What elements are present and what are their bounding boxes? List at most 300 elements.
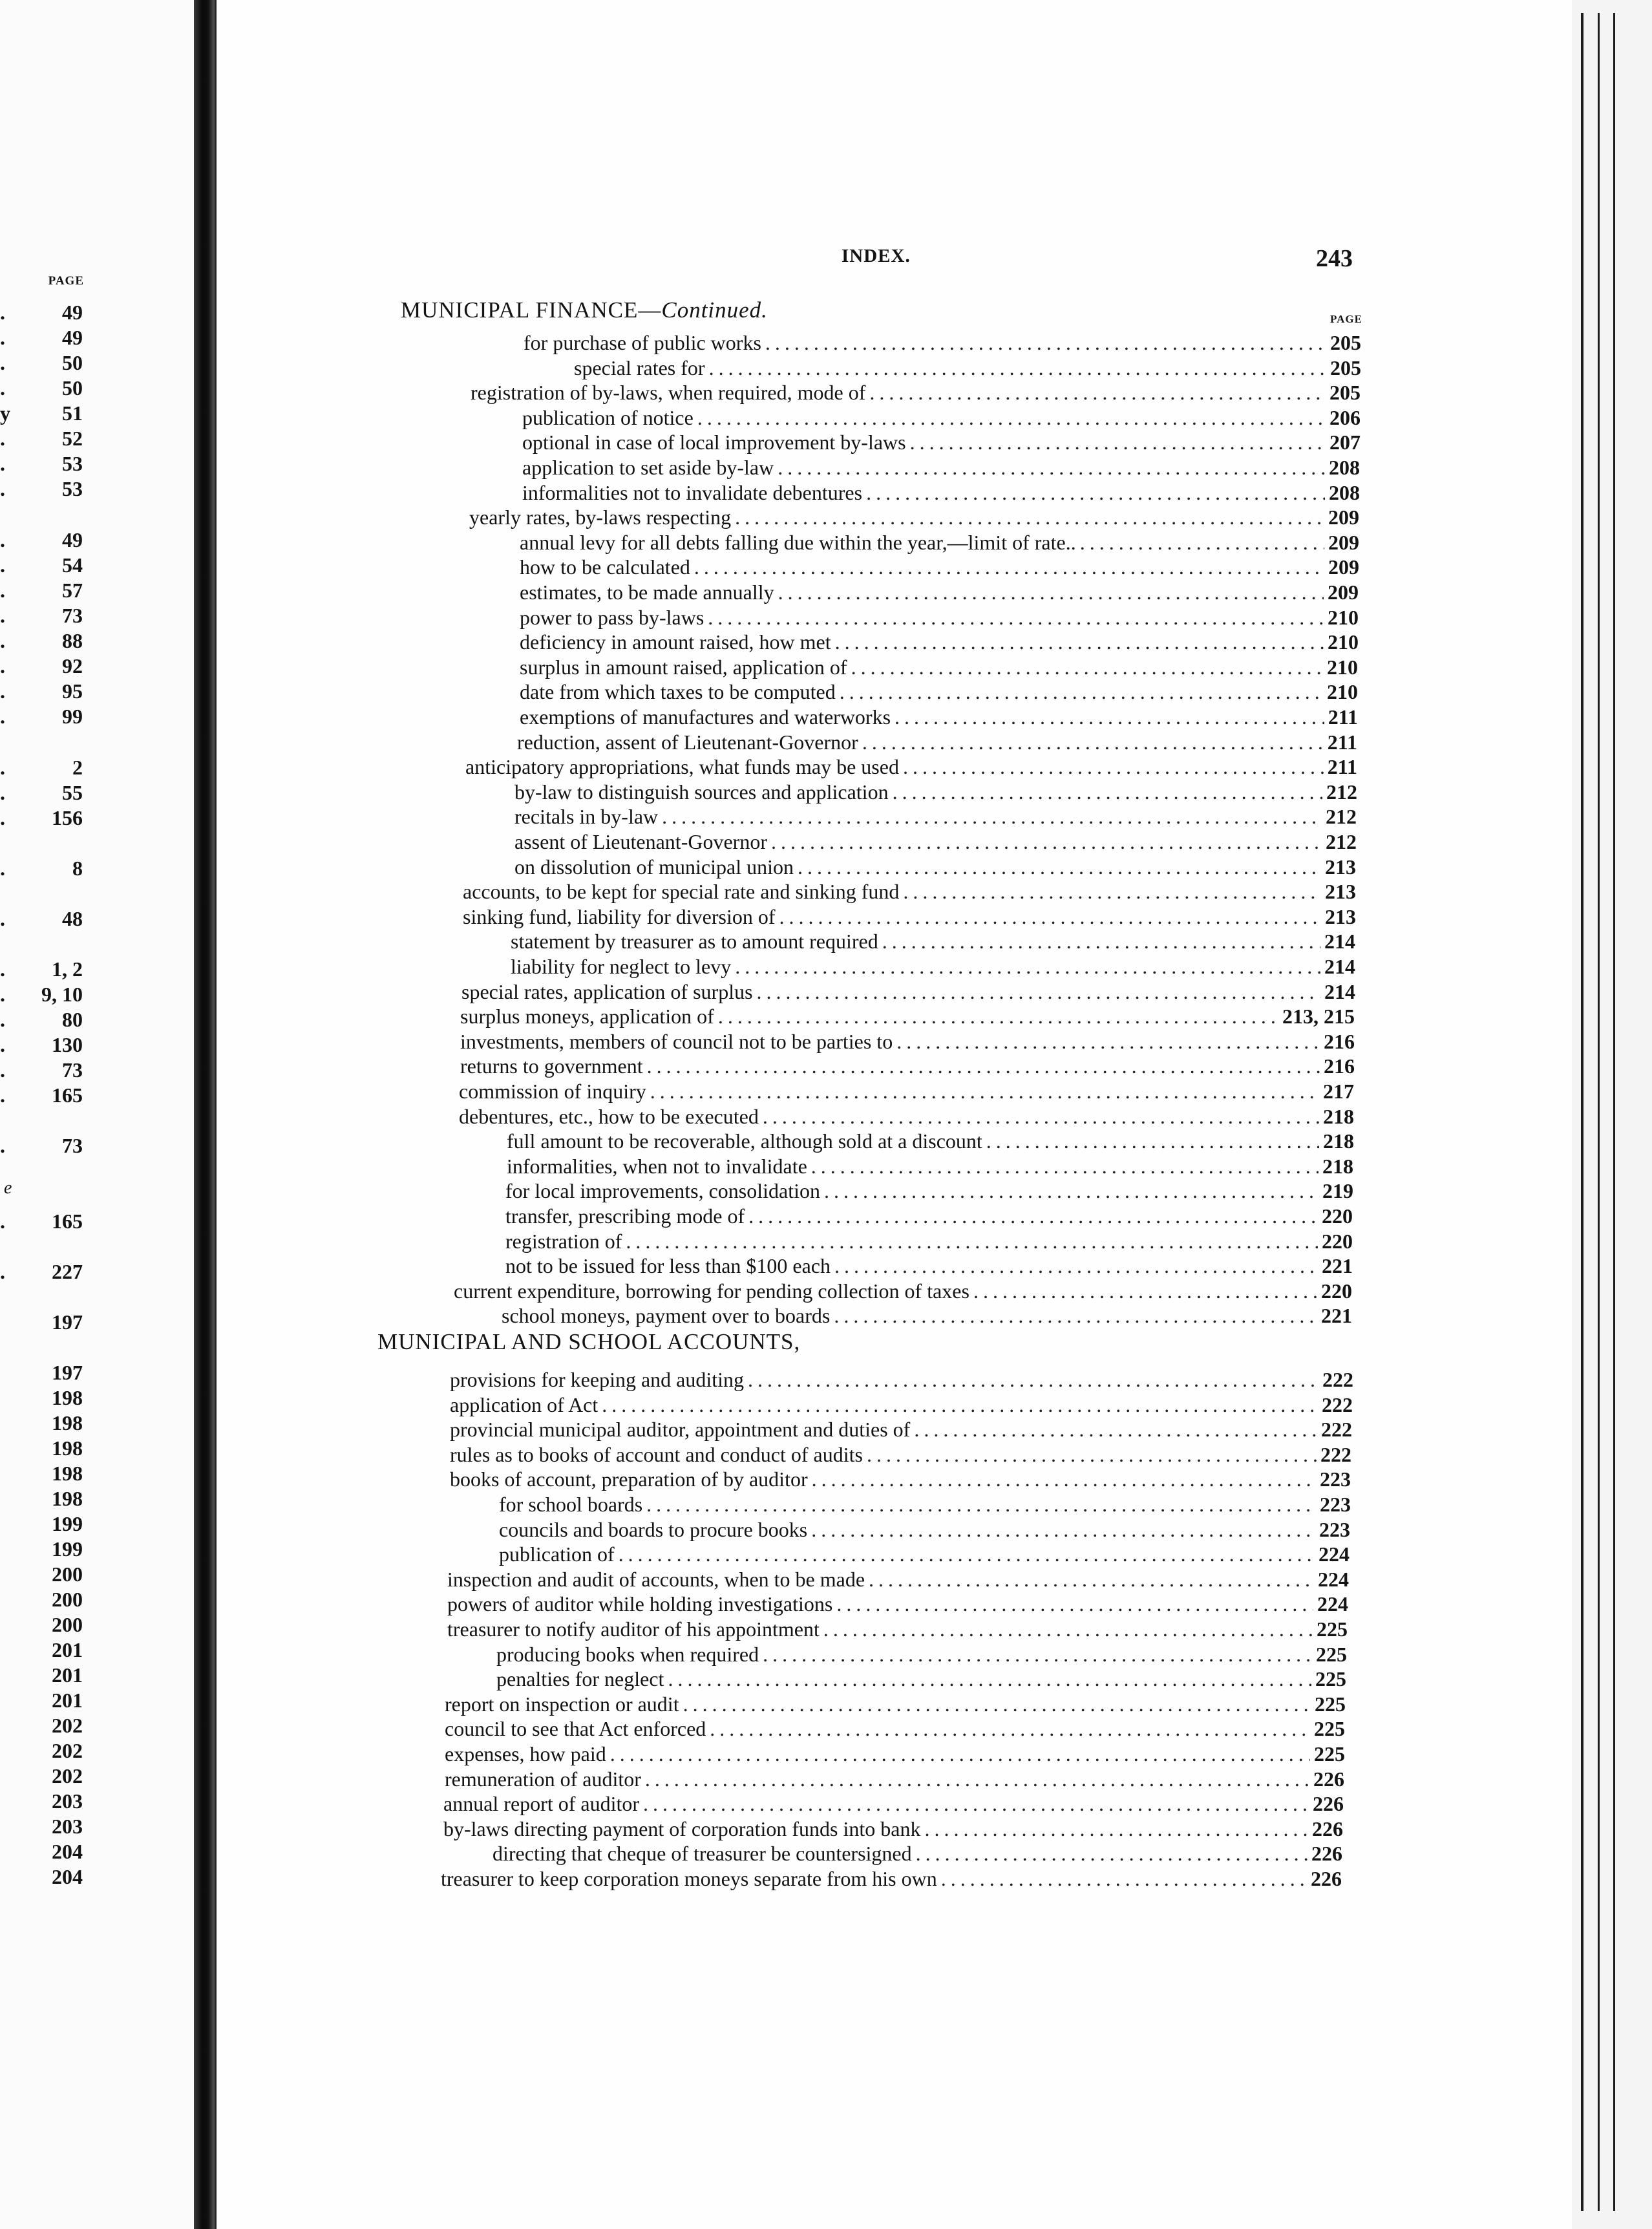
- entry-page-number: 222: [1321, 1418, 1352, 1441]
- entry-page-number: 212: [1326, 805, 1357, 828]
- left-row-leader: .: [0, 1058, 5, 1082]
- entry-page-number: 224: [1318, 1542, 1350, 1566]
- dot-leader: [748, 1367, 1318, 1392]
- dot-leader: [647, 1053, 1320, 1079]
- section-title: MUNICIPAL FINANCE—: [401, 297, 662, 323]
- left-row-page-number: 54: [62, 553, 83, 577]
- index-entry: [450, 1442, 1351, 1467]
- entry-page-number: 213: [1325, 905, 1356, 928]
- entry-page-number: 210: [1328, 606, 1359, 629]
- left-index-row: [0, 857, 83, 879]
- entry-page-number: 209: [1328, 531, 1359, 554]
- dot-leader: [840, 679, 1323, 705]
- entry-page-number: 213: [1325, 855, 1356, 879]
- entry-text: powers of auditor while holding investigations: [447, 1592, 833, 1616]
- left-index-row: [0, 427, 83, 449]
- index-entry: [445, 1691, 1346, 1717]
- left-row-page-number: 52: [62, 427, 83, 450]
- left-index-row: [0, 529, 83, 551]
- entry-page-number: 209: [1328, 581, 1359, 604]
- dot-leader: [811, 1153, 1318, 1179]
- left-index-row: [0, 908, 83, 930]
- index-entry: [459, 1078, 1354, 1104]
- entry-text: how to be calculated: [520, 555, 690, 579]
- entry-text: anticipatory appropriations, what funds may be used: [465, 755, 899, 778]
- left-row-page-number: 201: [52, 1663, 83, 1687]
- dot-leader: [763, 1641, 1312, 1667]
- index-entry: [522, 480, 1360, 506]
- left-index-row: [0, 655, 83, 677]
- entry-page-number: 205: [1329, 381, 1361, 404]
- section-heading-municipal-school-accounts: [377, 1329, 800, 1355]
- entry-page-number: 209: [1328, 506, 1359, 529]
- entry-page-number: 208: [1329, 481, 1360, 504]
- left-row-leader: .: [0, 1210, 5, 1233]
- left-row-page-number: 204: [52, 1865, 83, 1888]
- left-row-page-number: 165: [52, 1083, 83, 1107]
- left-index-row: [0, 1689, 83, 1711]
- left-row-leader: .: [0, 679, 5, 703]
- index-entry: [450, 1367, 1353, 1392]
- left-row-page-number: 92: [62, 654, 83, 677]
- dot-leader: [646, 1491, 1316, 1517]
- entry-text: date from which taxes to be computed: [520, 680, 836, 703]
- left-row-leader: .: [0, 1134, 5, 1157]
- entry-page-number: 214: [1324, 980, 1355, 1003]
- dot-leader: [811, 1517, 1315, 1542]
- entry-page-number: 225: [1314, 1717, 1345, 1740]
- entry-page-number: 221: [1322, 1254, 1353, 1277]
- index-entry: [522, 429, 1361, 455]
- dot-leader: [896, 1029, 1320, 1054]
- entry-text: publication of notice: [522, 406, 694, 429]
- entry-page-number: 225: [1315, 1692, 1346, 1716]
- left-row-leader: .: [0, 604, 5, 627]
- entry-text: inspection and audit of accounts, when to be made: [447, 1568, 865, 1591]
- entry-page-number: 211: [1328, 705, 1358, 729]
- entry-page-number: 221: [1321, 1304, 1352, 1327]
- entry-page-number: 210: [1327, 680, 1358, 703]
- left-index-row: [0, 352, 83, 374]
- entry-page-number: 211: [1327, 755, 1357, 778]
- entry-page-number: 223: [1319, 1518, 1350, 1541]
- left-row-leader: .: [0, 983, 5, 1006]
- entry-page-number: 219: [1322, 1179, 1353, 1202]
- entry-page-number: 224: [1317, 1592, 1348, 1616]
- left-row-leader: .: [0, 1008, 5, 1031]
- left-row-page-number: 201: [52, 1638, 83, 1661]
- entry-text: debentures, etc., how to be executed: [459, 1105, 759, 1128]
- index-entry: [447, 1616, 1348, 1642]
- left-index-row: [0, 1563, 83, 1585]
- left-index-row: [0, 705, 83, 727]
- entry-text: for local improvements, consolidation: [505, 1179, 820, 1202]
- left-index-row: [0, 1614, 83, 1636]
- page-number: 243: [1316, 245, 1353, 272]
- left-row-page-number: 227: [52, 1260, 83, 1283]
- left-row-page-number: 198: [52, 1487, 83, 1510]
- index-entry: [520, 679, 1358, 705]
- left-index-row: [0, 478, 83, 500]
- left-row-page-number: 49: [62, 326, 83, 349]
- dot-leader: [910, 429, 1326, 455]
- entry-page-number: 213: [1325, 880, 1356, 903]
- dot-leader: [869, 1566, 1314, 1592]
- index-entry: [517, 729, 1357, 755]
- entry-text: liability for neglect to levy: [511, 955, 732, 978]
- entry-text: informalities not to invalidate debentures: [522, 481, 863, 504]
- dot-leader: [778, 454, 1325, 480]
- left-row-leader: .: [0, 857, 5, 880]
- left-row-page-number: 199: [52, 1512, 83, 1535]
- index-entry: [520, 579, 1359, 605]
- dot-leader: [771, 829, 1322, 855]
- index-entry: [445, 1741, 1345, 1767]
- index-entry: [492, 1840, 1342, 1866]
- left-row-page-number: 198: [52, 1436, 83, 1460]
- left-row-leader: .: [0, 477, 5, 500]
- index-entry: [445, 1716, 1345, 1742]
- left-index-row: [0, 1538, 83, 1560]
- dot-leader: [834, 1303, 1317, 1328]
- left-row-page-number: 88: [62, 629, 83, 652]
- dot-leader: [683, 1691, 1311, 1717]
- index-entry: [520, 554, 1359, 580]
- left-row-leader: .: [0, 1083, 5, 1107]
- left-row-leader: .: [0, 756, 5, 779]
- left-row-page-number: 200: [52, 1613, 83, 1636]
- entry-text: investments, members of council not to be parties to: [460, 1030, 893, 1053]
- dot-leader: [986, 1128, 1319, 1154]
- entry-page-number: 209: [1328, 555, 1359, 579]
- entry-page-number: 205: [1330, 356, 1361, 379]
- entry-text: on dissolution of municipal union: [514, 855, 794, 879]
- entry-page-number: 217: [1323, 1080, 1354, 1103]
- entry-page-number: 222: [1322, 1368, 1353, 1391]
- entry-page-number: 214: [1324, 955, 1355, 978]
- entry-text: for school boards: [499, 1493, 643, 1516]
- dot-leader: [798, 854, 1321, 880]
- left-row-page-number: 9, 10: [41, 983, 83, 1006]
- left-row-page-number: 1, 2: [52, 957, 83, 981]
- left-index-row: [0, 1261, 83, 1283]
- entry-text: reduction, assent of Lieutenant-Governor: [517, 731, 858, 754]
- left-margin-mark: e: [4, 1178, 12, 1198]
- fore-edge-line: [1613, 13, 1615, 2211]
- index-entry: [505, 1203, 1353, 1229]
- left-index-row: [0, 1034, 83, 1056]
- entry-text: annual levy for all debts falling due within the year,—limit of rate..: [520, 531, 1076, 554]
- left-row-leader: .: [0, 629, 5, 652]
- entry-text: surplus moneys, application of: [460, 1005, 714, 1028]
- entry-page-number: 225: [1317, 1617, 1348, 1641]
- left-index-row: [0, 983, 83, 1005]
- left-row-page-number: 202: [52, 1764, 83, 1787]
- entry-text: special rates, application of surplus: [461, 980, 753, 1003]
- left-row-leader: .: [0, 528, 5, 551]
- index-entry: [499, 1517, 1350, 1542]
- entry-page-number: 226: [1311, 1867, 1342, 1890]
- index-entry: [522, 405, 1361, 431]
- left-row-page-number: 200: [52, 1588, 83, 1611]
- entry-text: by-laws directing payment of corporation funds into bank: [443, 1817, 921, 1840]
- entry-text: informalities, when not to invalidate: [507, 1155, 807, 1178]
- entry-text: deficiency in amount raised, how met: [520, 630, 831, 654]
- left-row-page-number: 50: [62, 351, 83, 374]
- entry-text: rules as to books of account and conduct of audits: [450, 1443, 863, 1466]
- index-entry: [460, 1029, 1355, 1054]
- entry-text: provincial municipal auditor, appointment and duties of: [450, 1418, 911, 1441]
- index-entry: [505, 1253, 1353, 1279]
- entry-text: books of account, preparation of by auditor: [450, 1467, 808, 1491]
- left-row-page-number: 202: [52, 1714, 83, 1737]
- entry-text: for purchase of public works: [524, 331, 761, 354]
- section-heading-municipal-finance: [401, 297, 768, 323]
- left-index-row: [0, 756, 83, 778]
- left-index-row: [0, 1714, 83, 1736]
- dot-leader: [869, 379, 1326, 405]
- dot-leader: [779, 904, 1322, 930]
- entry-text: statement by treasurer as to amount required: [511, 930, 878, 953]
- left-row-page-number: 203: [52, 1789, 83, 1813]
- dot-leader: [765, 330, 1326, 356]
- left-row-leader: .: [0, 705, 5, 728]
- dot-leader: [866, 480, 1325, 506]
- entry-text: application to set aside by-law: [522, 456, 774, 479]
- left-row-page-number: 200: [52, 1562, 83, 1586]
- dot-leader: [916, 1840, 1308, 1866]
- index-entry: [460, 1003, 1355, 1029]
- dot-leader: [626, 1228, 1318, 1254]
- left-index-row: [0, 630, 83, 652]
- dot-leader: [708, 604, 1324, 630]
- entry-text: returns to government: [460, 1054, 643, 1078]
- left-row-page-number: 197: [52, 1310, 83, 1334]
- entry-page-number: 220: [1322, 1204, 1353, 1228]
- dot-leader: [834, 1253, 1318, 1279]
- fore-edge-line: [1581, 13, 1583, 2211]
- left-row-page-number: 198: [52, 1386, 83, 1409]
- left-index-row: [0, 1866, 83, 1888]
- dot-leader: [836, 1591, 1313, 1617]
- dot-leader: [914, 1416, 1317, 1442]
- left-index-row: [0, 554, 83, 576]
- entry-text: assent of Lieutenant-Governor: [514, 830, 767, 853]
- entry-text: estimates, to be made annually: [520, 581, 774, 604]
- left-row-leader: .: [0, 553, 5, 577]
- left-index-row: [0, 1513, 83, 1535]
- left-row-page-number: 53: [62, 452, 83, 475]
- dot-leader: [662, 804, 1322, 829]
- entry-text: councils and boards to procure books: [499, 1518, 808, 1541]
- index-entry: [450, 1466, 1351, 1492]
- entry-text: sinking fund, liability for diversion of: [463, 905, 776, 928]
- left-index-row: [0, 326, 83, 348]
- index-entry: [511, 954, 1355, 979]
- entry-text: accounts, to be kept for special rate and sinking fund: [463, 880, 900, 903]
- left-index-row: [0, 1210, 83, 1232]
- left-index-row: [0, 1361, 83, 1383]
- index-entry: [443, 1816, 1343, 1842]
- left-row-leader: .: [0, 301, 5, 324]
- entry-page-number: 225: [1314, 1742, 1345, 1765]
- dot-leader: [602, 1392, 1318, 1418]
- entry-page-number: 210: [1328, 630, 1359, 654]
- left-row-leader: .: [0, 806, 5, 829]
- left-index-row: [0, 1084, 83, 1106]
- index-entry: [463, 879, 1356, 904]
- index-entry: [520, 529, 1359, 555]
- left-row-leader: .: [0, 654, 5, 677]
- entry-text: school moneys, payment over to boards: [502, 1304, 831, 1327]
- left-row-leader: .: [0, 351, 5, 374]
- index-entry: [520, 704, 1358, 730]
- left-index-row: [0, 1790, 83, 1812]
- dot-leader: [862, 729, 1324, 755]
- left-row-leader: .: [0, 427, 5, 450]
- entry-page-number: 222: [1322, 1393, 1353, 1416]
- entry-text: council to see that Act enforced: [445, 1717, 706, 1740]
- left-index-row: [0, 807, 83, 829]
- index-entry: [514, 829, 1357, 855]
- entry-text: surplus in amount raised, application of: [520, 656, 847, 679]
- left-row-page-number: 73: [62, 604, 83, 627]
- index-entry: [520, 654, 1358, 680]
- entry-text: special rates for: [574, 356, 705, 379]
- dot-leader: [718, 1003, 1278, 1029]
- left-index-row: [0, 377, 83, 399]
- entry-text: registration of by-laws, when required, mode of: [471, 381, 866, 404]
- left-row-page-number: 198: [52, 1462, 83, 1485]
- dot-leader: [824, 1178, 1318, 1204]
- dot-leader: [748, 1203, 1318, 1229]
- dot-leader: [835, 629, 1324, 655]
- index-entry: [502, 1303, 1352, 1328]
- index-entry: [469, 504, 1359, 530]
- left-row-page-number: 48: [62, 907, 83, 930]
- left-index-row: [0, 1135, 83, 1157]
- index-entry: [514, 779, 1357, 805]
- entry-page-number: 225: [1315, 1667, 1346, 1690]
- entry-page-number: 218: [1322, 1155, 1353, 1178]
- dot-leader: [697, 405, 1326, 431]
- index-entry: [447, 1591, 1348, 1617]
- left-row-leader: .: [0, 781, 5, 804]
- dot-leader: [973, 1278, 1317, 1304]
- left-row-page-number: 50: [62, 376, 83, 400]
- left-row-page-number: 8: [72, 857, 83, 880]
- index-entry: [454, 1278, 1352, 1304]
- entry-page-number: 222: [1320, 1443, 1351, 1466]
- left-index-row: [0, 1488, 83, 1509]
- left-row-leader: .: [0, 376, 5, 400]
- left-row-leader: .: [0, 452, 5, 475]
- dot-leader: [893, 779, 1322, 805]
- entry-page-number: 226: [1313, 1792, 1344, 1815]
- entry-text: full amount to be recoverable, although sold at a discount: [507, 1129, 982, 1153]
- left-row-page-number: 204: [52, 1840, 83, 1863]
- index-entry: [511, 928, 1355, 954]
- entry-page-number: 226: [1312, 1817, 1343, 1840]
- entry-page-number: 214: [1324, 930, 1355, 953]
- dot-leader: [668, 1666, 1311, 1692]
- index-entry: [507, 1128, 1354, 1154]
- left-row-page-number: 197: [52, 1361, 83, 1384]
- left-row-page-number: 165: [52, 1210, 83, 1233]
- left-row-page-number: 73: [62, 1058, 83, 1082]
- left-index-row: [0, 301, 83, 323]
- dot-leader: [694, 554, 1324, 580]
- index-entry: [445, 1766, 1344, 1792]
- left-row-page-number: 73: [62, 1134, 83, 1157]
- entry-text: registration of: [505, 1230, 622, 1253]
- dot-leader: [924, 1816, 1308, 1842]
- page-column-label: PAGE: [1330, 313, 1362, 325]
- index-entry: [499, 1491, 1351, 1517]
- left-row-leader: .: [0, 579, 5, 602]
- entry-page-number: 223: [1320, 1467, 1351, 1491]
- entry-text: power to pass by-laws: [520, 606, 704, 629]
- left-row-leader: .: [0, 1260, 5, 1283]
- dot-leader: [903, 879, 1321, 904]
- left-row-page-number: 130: [52, 1033, 83, 1056]
- entry-text: annual report of auditor: [443, 1792, 639, 1815]
- entry-text: publication of: [499, 1542, 615, 1566]
- left-index-row: [0, 1639, 83, 1661]
- entry-text: provisions for keeping and auditing: [450, 1368, 745, 1391]
- index-entry: [443, 1791, 1344, 1817]
- index-entry: [520, 629, 1359, 655]
- dot-leader: [710, 1716, 1310, 1742]
- dot-leader: [735, 954, 1320, 979]
- left-row-page-number: 80: [62, 1008, 83, 1031]
- dot-leader: [645, 1766, 1309, 1792]
- dot-leader: [851, 654, 1323, 680]
- entry-page-number: 220: [1321, 1279, 1352, 1303]
- dot-leader: [757, 979, 1320, 1005]
- left-row-leader: .: [0, 957, 5, 981]
- index-entry: [505, 1178, 1353, 1204]
- entry-page-number: 223: [1320, 1493, 1351, 1516]
- dot-leader: [812, 1466, 1316, 1492]
- entry-text: commission of inquiry: [459, 1080, 646, 1103]
- dot-leader: [882, 928, 1320, 954]
- index-entry: [450, 1392, 1353, 1418]
- left-index-row: [0, 1412, 83, 1434]
- left-row-page-number: 2: [72, 756, 83, 779]
- index-entry: [450, 1416, 1352, 1442]
- left-row-page-number: 53: [62, 477, 83, 500]
- left-row-page-number: 156: [52, 806, 83, 829]
- left-row-page-number: 201: [52, 1689, 83, 1712]
- left-index-row: [0, 604, 83, 626]
- left-index-row: [0, 453, 83, 475]
- index-entry: [514, 854, 1356, 880]
- entry-page-number: 218: [1323, 1105, 1354, 1128]
- left-index-row: [0, 1008, 83, 1030]
- index-entry: [459, 1104, 1354, 1129]
- left-index-row: [0, 1840, 83, 1862]
- entry-page-number: 224: [1318, 1568, 1349, 1591]
- left-row-page-number: 55: [62, 781, 83, 804]
- left-row-page-number: 99: [62, 705, 83, 728]
- index-entry: [524, 330, 1361, 356]
- entry-page-number: 205: [1330, 331, 1361, 354]
- entry-text: directing that cheque of treasurer be countersigned: [492, 1842, 912, 1865]
- left-index-row: [0, 1462, 83, 1484]
- dot-leader: [867, 1442, 1317, 1467]
- left-row-page-number: 203: [52, 1815, 83, 1838]
